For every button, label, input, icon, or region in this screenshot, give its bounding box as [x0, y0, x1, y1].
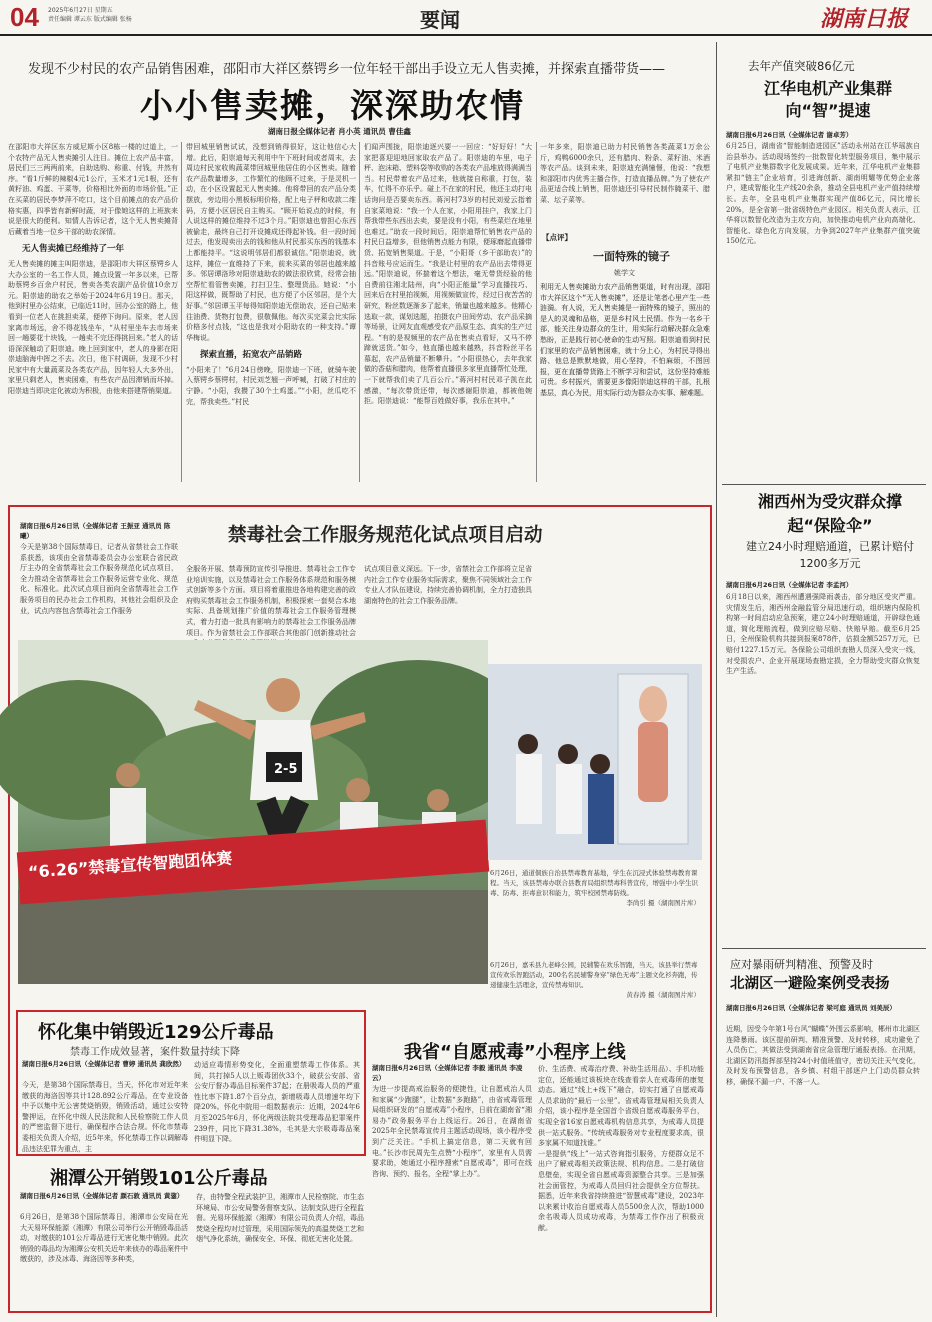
page-number: 04 [10, 2, 39, 32]
sidebar2-subhead: 建立24小时理赔通道，已累计赔付1200多万元 [746, 540, 914, 570]
xiangtan-col2-text: 存，由特警全程武装护卫，湘潭市人民检察院、市生态环境局、市公安局警务督察支队、法制支队进行全程监督。光易环保能源（湘潭）有限公司负责人介绍，毒品焚烧全程均对过管理，采用国际领先的高温焚烧工艺和烟气净化系统，确保安全、环保、彻底无害化处置。 [196, 1193, 364, 1244]
runner-head [427, 789, 449, 811]
lead-byline: 湖南日报全媒体记者 肖小英 通讯员 曹佳鑫 [268, 127, 411, 136]
banner-text: “6.26”禁毒宣传智跑团体赛 [27, 848, 233, 882]
lead-col2 [186, 142, 356, 484]
lead-col1 [8, 142, 178, 462]
editor-text: 责任编辑 谭云东 版式编辑 张杨 [48, 16, 132, 23]
lead-col3-text: 们闻声围拢，阳崇迪逐兴要一一回应：“好好好！”大家把喜迎迎地回家取农产品了。阳崇迪的车里，电子秤、泡沫箱、塑料袋等收购的各类农产品堆放得满满当当。村民带着农产品过来，他就接自称重，打包，装车，忙得不亦乐乎。碰上不在家的村民，他还主动打电话询问是否要卖东西。蒋河村73岁的村民刘爱云指着自家菜地说：“我一个人在家，小阳用挂户，我家上门帮我带些东西出去卖，要是没有小阳，有些菜烂在地里也难过。”助农一段时间后，阳崇迪帮忙销售农产品的村民日益增多，但他销售点能力有限，便琢磨起直播带货、拓宽销售渠道。于是，“小阳哥（乡干部助农）”的抖音账号应运而生。“我是让村里的农产品出去带得更远。”阳崇迪说，怀揣着这个想法，毫无带货经验的他自费前往湘北陆州，向“小阳正能量”学习直播技巧、回来后在村里拍视频，用视频做宣传，经过日夜苦苦的研究，粉丝数逐渐多了起来，销量也越来越多。他精心选取一款，谋划选题，拍摄农户田间劳动、农产品采摘等场景，让网友直观感受农产品原生态、真实的生产过程。“有的是视频里的农产品在售卖点看好，又马不停蹄就送货。”如今，他直播也越来越熟，抖音粉丝平名慕起，农产品销量不断攀升。“小阳很热心，去年我家做的香菇和腊肉，他帮着直播很多家里直播帮忙处理，一下就帮我们卖了几百公斤。”蒋河村村民邓子凯在此感激，“每次带货还带，每次感谢阳崇迪，都被他婉拒。阳崇迪说：“能帮百姓做好事，我乐在其中。” [364, 143, 532, 406]
sidebar3-body-text: 近期，因受今年第1号台风“蝴蝶”外围云系影响，郴州市北湖区连降暴雨。该区提前研判、精准预警、及时转移，成功避免了人员伤亡，其做法受到湖南省应急管理厅通报表扬。在汛期，北湖区防汛指挥部坚持24小时值班值守，密切关注天气变化，及时发布预警信息，各乡镇、村组干部逐户上门动员群众转移，确保不漏一户、不落一人。 [726, 1025, 920, 1086]
drug-col2-text: 全服务开展、禁毒预防宣传引导推进、禁毒社会工作专业培训实施，以及禁毒社会工作服务体系规范和服务模式创新等多个方面。项目将着重推进各地构建完善的政府购买禁毒社会工作服务机制，积极探索一套契合本地实际、具备规划推广价值的禁毒社会工作服务管理模式，着力打造一批具有影响力的禁毒社会工作服务品牌项目。作为省禁社会工作部联合其他部门创新推动社会 [186, 565, 356, 637]
runner-shirt [110, 788, 146, 848]
app-col1-text: 为进一步提高戒治服务的便捷性，让自愿戒治人员和家属“少跑腿”，让数据“多跑路”，由省戒毒管理局组织研发的“自愿戒毒”小程序，日前在湖南省“湘易办”政务服务平台上线运行。26日，在湖南省2025年全民禁毒宣传月主题活动现场，该小程序受到广泛关注。“手机上搞定信息，第二天就有回电。”长沙市民周先生点赞“小程序”，家里有人员需要求助，她通过小程序搜索“自愿戒毒”，即可在线咨询、预约、报名，全程“掌上办”。 [372, 1085, 532, 1178]
sidebar2-body-text: 6月18日以来，湘西州遭遇强降雨袭击，部分地区受灾严重。灾情发生后，湘西州金融监管分局迅速行动，组织辖内保险机构第一时间启动应急预案，建立24小时理赔通道，开辟绿色通道，简化理赔流程，做到应赔尽赔、快赔早赔。截至6月25日，全州保险机构共接到报案878件，估损金额5257万元，已赔付1227.15万元。各保险公司组织查勘人员深入受灾一线，对受损农户、企业开展现场查勘定损，全力帮助受灾群众恢复生产生活。 [726, 593, 920, 676]
run-photo-graphic [18, 640, 488, 984]
huaihua-byline: 湖南日报6月26日讯（全媒体记者 曹婷 通讯员 龚欣然） [22, 1060, 186, 1068]
app-headline: 我省“自愿戒毒”小程序上线 [404, 1042, 626, 1063]
classroom-photo [488, 664, 702, 860]
sidebar1-byline: 湖南日报6月26日讯（全媒体记者 谢卓芳） [726, 131, 853, 139]
lead-col4-text: 一年多来，阳崇迪已助力村民销售各类蔬菜1万余公斤，鸡鸭6000余只，还有腊肉、粉条、菜籽油、米酒等农产品。谈到未来，阳崇迪充满憧憬，他说：“我想和邵阳市内优秀主播合作，打造直播品牌。”为了使农产品更适合线上销售，阳崇迪还引导村民制作腌菜干、腊菜、坛子菜等。 [540, 143, 710, 204]
sidebar1-body [726, 141, 920, 481]
app-col1 [372, 1084, 532, 1306]
huaihua-subhead: 禁毒工作成效显著，案件数量持续下降 [70, 1047, 240, 1058]
huaihua-headline: 怀化集中销毁近129公斤毒品 [38, 1022, 274, 1043]
divider [359, 142, 360, 482]
lead-col2-text-b: “小阳来了！”6月24日傍晚，阳崇迪一下班，就骑车驶入蔡锷乡蔡锷村，村民刘芝翘一声呼喊，打破了村庄的宁静。“小阳，我攒了30个土鸡蛋。”“小阳，丝瓜吃不完，帮我卖些。”村民 [186, 365, 356, 406]
classroom-credit: 李尚引 摄（湖南图片库） [626, 899, 700, 907]
student-head [558, 744, 578, 764]
sidebar-divider [716, 42, 717, 1317]
newspaper-logo: 湖南日报 [820, 6, 909, 32]
lead-col1-text: 在邵阳市大祥区东方威尼斯小区8栋一楼的过道上，一个农特产品无人售卖摊引人注目。摊位上农产品丰富，居民们三三两两前来，自助选购、称重、付钱，井然有序。“看1斤鲜的辣椒4元1公斤，玉米才1元1根，还有黄籽油、鸡蛋、干菜等，价格相比外面的市场价低。”正在买菜的居民李梦萍不吃口，这个目前摊点的农产品价格实惠，四季皆有新鲜时蔬，对于像她这样的上班族来说是很大的便利。知情人告诉记者，这个无人售卖摊背后藏着当地一位乡干部的助农深情。 [8, 143, 178, 236]
bib-number: 2-5 [274, 762, 298, 777]
divider [536, 142, 537, 482]
comment-tag: 【点评】 [542, 233, 572, 242]
section-title: 要闻 [420, 8, 460, 32]
lead-col2-text: 带回城里销售试试，没想到销得很好，这让他信心大增。此后，阳崇迪每天利用中午下班时间或者周末，去周边村民家收购蔬菜带回城里他居住的小区售卖。随着农产品数量增多，工作繁忙的他顾不过来，于是灵机一动，在小区设置起无人售卖摊。他将带回的农产品分类摆放，旁边用小黑板标明价格，配上电子秤和收款二维码，方便小区居民自主购买。“顾开始说点的时候，有人说这样的摊位维持不过3个月。”阳崇迪也曾担心东西被偷走，最终自己打开设摊成还得起补钱。但一段时间过去，他发现卖出去的钱和他从村民那买东西的钱基本上都能持平。“这说明邻居们都很诚信。”阳崇迪说，就这样，摊位一直维持了下来，前来买菜的邻居也越来越多。邻居谭洛珍对阳崇迪助农的做法很欣赏，经常会抽空帮忙看管售卖摊，打扫卫生、整理货品。她说：“小阳这样做，既帮助了村民，也方便了小区邻居，是个大好事。”邻居谭玉平每得知阳崇迪无偿助农，还自己贴来往油费、货物打包费，很敬佩他。每次买完菜会比实际价格多付点钱，“这也是我对小阳助农的一种支持。”谭华梅说。 [186, 143, 356, 342]
sidebar3-kicker: 应对暴雨研判精准、预警及时 [730, 958, 873, 971]
app-col3-text: 一是提供“线上”一站式咨询指引服务，方便群众足不出户了解戒毒相关政策法规、机构信息。二是打破信息壁垒，实现全省自愿戒毒资源整合共享。三是加强社会面管控，为戒毒人员回归社会提供全方位帮扶。据悉，近年来我省持续推进“智慧戒毒”建设，2023年以来累计收治自愿戒毒人员5500余人次，帮助1000余名吸毒人员成功戒毒，为禁毒工作作出了积极贡献。 [538, 1149, 704, 1232]
classroom-photo-graphic [488, 664, 702, 860]
drug-col3 [364, 564, 532, 634]
lead-headline: 小小售卖摊，深深助农情 [140, 86, 525, 125]
student-shirt [588, 774, 614, 844]
lead-col1-text-b: 无人售卖摊的摊主叫阳崇迪，是邵阳市大祥区蔡锷乡人大办公室的一名工作人员，摊点设置一年多以来，已帮助蔡锷乡百余户村民，售卖各类农副产品价值10余万元。阳崇迪的助农之举始于2024年6月19日。那天，他到村里办公结束，已临近11时，回办公室的路上，他看到一位老人在挑担卖菜，便停下询问。原来，老人因家离市场远，舍不得花钱坐车，“从村里坐车去市场来回一趟要花十块钱，一趟卖不完还得挑回来。”老人的话语深深触动了阳崇迪。晚上回到家中，老人的身影在阳崇迪脑海中挥之不去。次日，他下村调研，发现不少村民家中有大量蔬菜及各类农产品，因年轻人大多外出，家里只剩老人，售卖困难，有些农产品因滞销而坏掉。阳崇迪当即决定化被动为积极，由他来搭建帮销渠道。 [8, 259, 178, 396]
run-caption [490, 960, 700, 1042]
app-col2-text: 价、生活费、戒毒治疗费、补助生活用品）、手机功能定位，还能通过该板块在线查看亲人在戒毒所的康复动态。通过“线上+线下”融合，切实打通了自愿戒毒人员求助的“最后一公里”。省戒毒管理局相关负责人介绍，该小程序是全国首个省级自愿戒毒服务平台，实现全省16家自愿戒毒机构信息共享，为戒毒人员提供一站式服务。“传统戒毒服务对专业程度要求高，很多家属不知道找谁。” [538, 1065, 704, 1148]
huaihua-col2 [194, 1060, 360, 1152]
lead-col4 [540, 142, 710, 227]
classroom-caption-text: 6月26日，通道侗族自治县禁毒教育基地，学生在沉浸式体验禁毒教育课程。当天，该县禁毒办联合县教育局组织禁毒科普宣传，增强中小学生识毒、防毒、拒毒意识和能力，筑牢校园禁毒防线。 [490, 869, 698, 897]
divider [181, 142, 182, 482]
huaihua-col1 [22, 1080, 188, 1152]
classroom-caption [490, 868, 700, 956]
run-credit: 黄春涛 摄（湖南图片库） [626, 991, 700, 999]
runner-head [346, 778, 370, 802]
run-caption-text: 6月26日，嘉禾县九老峰公园，民辅警在欢乐智跑，当天，该县举行禁毒宣传欢乐智跑活动，200名名民辅警身穿“绿色无毒”主题文化衫奔跑，传递健康生活理念，宣传禁毒知识。 [490, 961, 698, 989]
run-photo [18, 640, 488, 984]
sidebar2-byline: 湖南日报6月26日讯（全媒体记者 李孟河） [726, 581, 853, 589]
anatomy-model [638, 722, 668, 802]
sidebar1-headline: 江华电机产业集群向“智”提速 [763, 79, 892, 120]
comment-author: 姚学文 [614, 269, 635, 277]
xiangtan-byline: 湖南日报6月26日讯（全媒体记者 颜石敦 通讯员 黄鋆） [20, 1192, 184, 1200]
divider [722, 948, 926, 949]
anatomy-model [639, 686, 667, 722]
road [18, 890, 488, 984]
sidebar3-body [726, 1024, 920, 1316]
sidebar3-headline: 北湖区一避险案例受表扬 [730, 976, 890, 992]
xiangtan-headline: 湘潭公开销毁101公斤毒品 [50, 1168, 268, 1189]
sidebar1-kicker: 去年产值突破86亿元 [748, 59, 855, 73]
runner-head [116, 763, 140, 787]
app-col2 [538, 1064, 704, 1306]
app-byline: 湖南日报6月26日讯（全媒体记者 李毅 通讯员 李凌云） [372, 1064, 523, 1082]
sidebar3-byline: 湖南日报6月26日讯（全媒体记者 梁可庭 通讯员 刘美辰） [726, 1004, 896, 1012]
huaihua-col1-text: 今天，是第38个国际禁毒日，当天，怀化市对近年来缴获的海洛因等共计128.892公斤毒品，在专业设备中予以集中无公害焚烧销毁，销毁活动，通过公安特警押运，在怀化中级人民法院和人民检察院工作人员的严密监督下进行，确保程序合法合规。怀化市禁毒委相关负责人介绍，近5年来，怀化禁毒工作以调解毒品违法犯罪为重点，主 [22, 1081, 188, 1153]
lead-col2-subhead: 探索直播，拓宽农产品销路 [200, 350, 303, 361]
runner-head [266, 678, 300, 712]
drug-col2 [186, 564, 356, 637]
comment-body-text: 利用无人售卖摊助力农产品销售渠道，时有出现，邵阳市大祥区这个“无人售卖摊”，还是让笔者心里产生一些涟漪。有人说，无人售卖摊是一面特殊的镜子，照出的是人的灵魂和品格，更是乡村风土民情。作为一名乡干部，能关注身边群众的生计，用实际行动解决群众急难愁盼，正是践行初心使命的生动写照。阳崇迪看到村民们家里的农产品销售困难，就十分上心，为村民寻得出路、他总是默默地做，用心坚持，不怕麻烦，不图回报，更在直播带货路上不断学习和尝试，这份坚持难能可贵。乡村振兴，需要更多像阳崇迪这样的干部，扎根基层，真心为民，用实际行动为群众办实事、解难题。 [540, 283, 710, 397]
lead-kicker: 发现不少村民的农产品销售困难，邵阳市大祥区蔡锷乡一位年轻干部出手设立无人售卖摊，并探索直播带货—— [28, 62, 666, 77]
divider [722, 484, 926, 485]
xiangtan-col1-text: 6月26日，是第38个国际禁毒日，湘潭市公安局在光大天易环保能源（湘潭）有限公司举行公开销毁毒品活动，对缴获的101公斤毒品进行无害化集中销毁。此次销毁的毒品均为湘潭公安机关近年来侦办的毒品案件中缴获的，涉及冰毒、海洛因等多种类， [20, 1213, 188, 1264]
date-line [48, 6, 132, 24]
xiangtan-col2 [196, 1192, 364, 1308]
student-head [590, 754, 610, 774]
comment-title: 一面特殊的镜子 [593, 250, 670, 263]
comment-body [540, 282, 710, 482]
drug-col1 [20, 542, 178, 634]
huaihua-col2-text: 动适应毒情形势变化，全面重塑禁毒工作体系。其间，共打掉5人以上贩毒团伙33个，破获公安部、省公安厅督办毒品目标案件37起；在册吸毒人员的严重性比率下降1.87个百分点，新增吸毒人员增速年均下降20%。怀化中院用一组数据表示：近期，2024年6月至2025年6月，怀化两级法院共受理毒品犯罪案件239件，同比下降31.38%，毛其是大宗吸毒毒品案件明显下降。 [194, 1061, 360, 1144]
xiangtan-col1 [20, 1212, 188, 1308]
lead-col3 [364, 142, 532, 484]
sidebar2-body [726, 592, 920, 935]
drug-byline: 湖南日报6月26日讯（全媒体记者 王振亚 通讯员 陈曦） [20, 522, 171, 540]
sidebar2-headline: 湘西州为受灾群众撑起“保险伞” [757, 492, 902, 535]
page-header [0, 0, 932, 36]
lead-col1-subhead: 无人售卖摊已经维持了一年 [22, 244, 125, 255]
drug-col3-text: 试点项目意义深远。下一步，省禁社会工作部将立足省内社会工作专业服务实际需求，聚焦不同领域社会工作专业人才队伍建设，持续完善协调机制，全力打造独具湖南特色的社会工作服务品牌。 [364, 565, 532, 605]
date-text: 2025年6月27日 星期五 [48, 7, 113, 14]
student-shirt [556, 764, 582, 834]
student-shirt [516, 754, 542, 824]
student-head [518, 734, 538, 754]
drug-col1-text: 今天是第38个国际禁毒日，记者从省禁社会工作联系获悉，该项由全省禁毒委员会办公室联合省民政厅主办的全省禁毒社会工作服务规范化试点项目，全力推动全省禁毒社会工作服务运营专业化、规范化、标准化。此次试点项目面向全省禁毒社会工作服务项目的民办社会工作机构，其他社会组织及企业，试点内容包含禁毒社会工作服务 [20, 543, 178, 615]
sidebar1-body-text: 6月25日，湖南省“智能制造进园区”活动永州站在江华瑶族自治县举办。活动现场签约一批数智化转型服务项目，集中展示了电机产业集群数字化发展成果。近年来，江华电机产业集群紧扣“链主”企业培育，引进海创新、湖南明耀等优势企业落户，建成智能化生产线20余条，推动全县电机产业产值持续增长。去年，全县电机产业集群实现产值86亿元，同比增长20%，是全省第一批省级特色产业园区。相关负责人表示，江华将以数智化改造为主攻方向，加快推动电机产业向高端化、智能化、绿色化方向发展，力争到2027年产业集群产值突破150亿元。 [726, 142, 920, 246]
drug-headline: 禁毒社会工作服务规范化试点项目启动 [228, 525, 543, 546]
